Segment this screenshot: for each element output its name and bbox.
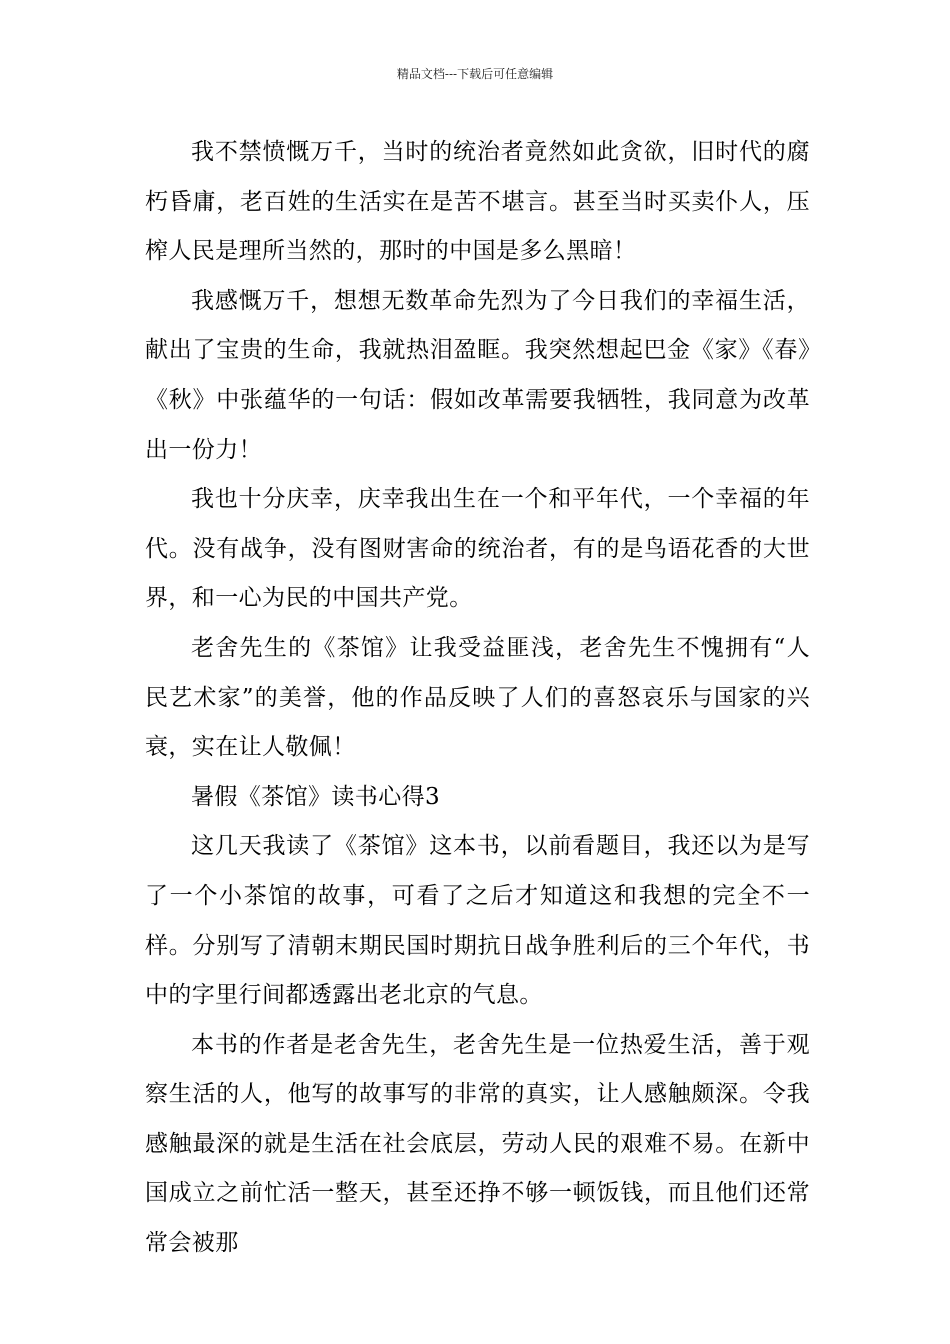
- section-heading: 暑假《茶馆》读书心得3: [191, 783, 441, 810]
- paragraph: 本书的作者是老舍先生，老舍先生是一位热爱生活，善于观察生活的人，他写的故事写的非常的真实，让人感触颇深。令我感触最深的就是生活在社会底层，劳动人民的艰难不易。在新中国成立之前忙活一整天，甚至还挣不够一顿饭钱，而且他们还常常会被那: [145, 1031, 810, 1257]
- paragraph: 老舍先生的《茶馆》让我受益匪浅，老舍先生不愧拥有“人民艺术家”的美誉，他的作品反映了人们的喜怒哀乐与国家的兴衰，实在让人敬佩！: [145, 634, 810, 761]
- paragraph: 我感慨万千，想想无数革命先烈为了今日我们的幸福生活，献出了宝贵的生命，我就热泪盈眶。我突然想起巴金《家》《春》《秋》中张蕴华的一句话：假如改革需要我牺牲，我同意为改革出一份力！: [145, 287, 810, 463]
- paragraph: 我也十分庆幸，庆幸我出生在一个和平年代，一个幸福的年代。没有战争，没有图财害命的统治者，有的是鸟语花香的大世界，和一心为民的中国共产党。: [145, 486, 810, 612]
- paragraph: 我不禁愤慨万千，当时的统治者竟然如此贪欲，旧时代的腐朽昏庸，老百姓的生活实在是苦不堪言。甚至当时买卖仆人，压榨人民是理所当然的，那时的中国是多么黑暗！: [145, 139, 810, 265]
- page-header: 精品文档---下载后可任意编辑: [396, 67, 554, 81]
- document-body: [145, 128, 810, 1269]
- paragraph: 这几天我读了《茶馆》这本书，以前看题目，我还以为是写了一个小茶馆的故事，可看了之后才知道这和我想的完全不一样。分别写了清朝末期民国时期抗日战争胜利后的三个年代，书中的字里行间都透露出老北京的气息。: [145, 833, 810, 1009]
